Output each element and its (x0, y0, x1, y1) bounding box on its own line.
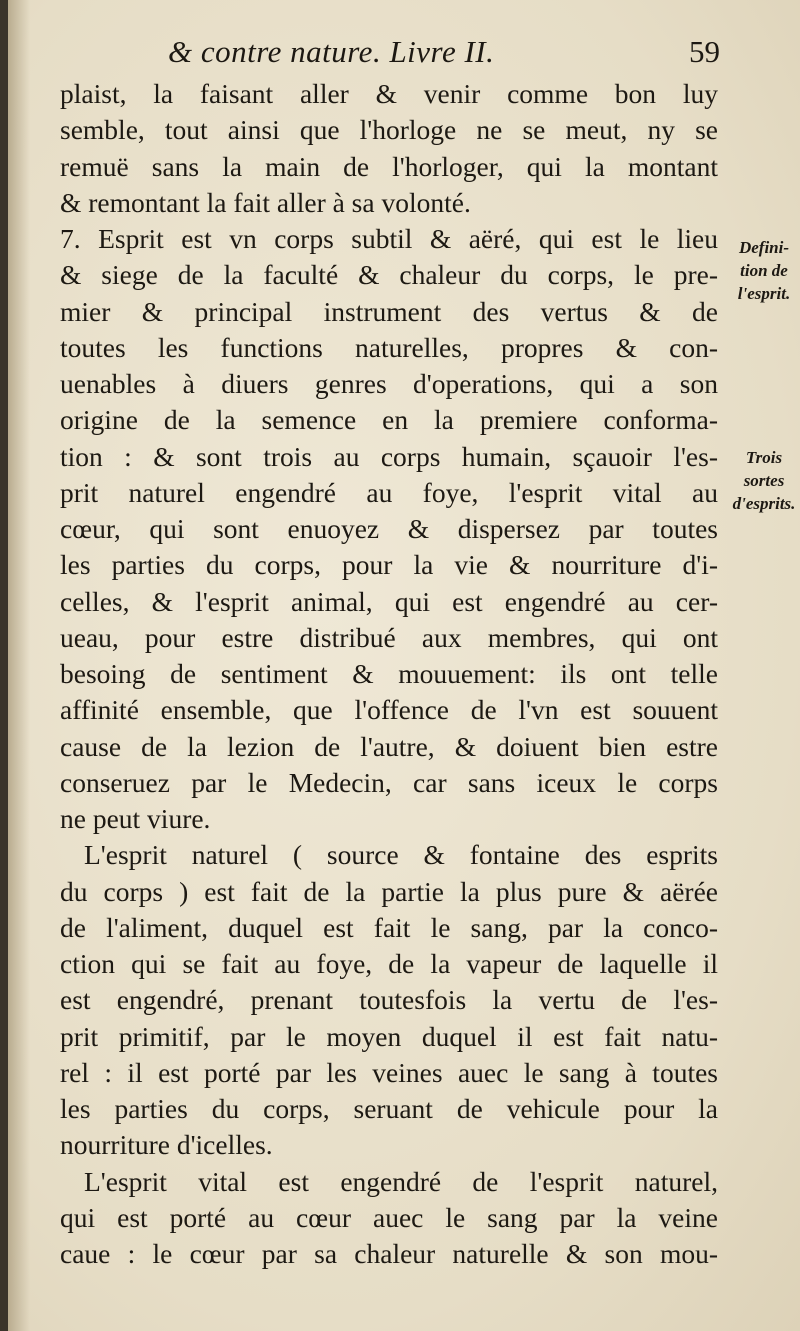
text-line: affinité ensemble, que l'offence de l'vn est souuent (60, 694, 718, 726)
text-line: uenables à diuers genres d'operations, qui a son (60, 368, 718, 399)
text-line: 7. Esprit est vn corps subtil & aëré, qui est le lieu (60, 223, 718, 254)
text-line: celles, & l'esprit animal, qui est engendré au cer- (60, 585, 718, 617)
text-line: plaist, la faisant aller & venir comme bon luy (60, 78, 718, 109)
text-line: ne peut viure. (60, 803, 211, 834)
text-line: semble, tout ainsi que l'horloge ne se meut, ny se (60, 114, 718, 146)
text-line: qui est porté au cœur auec le sang par la veine (60, 1201, 718, 1233)
text-line: origine de la semence en la premiere conforma- (60, 404, 718, 436)
text-line: ction qui se fait au foye, de la vapeur de laquelle il (60, 948, 718, 979)
body-text (60, 76, 718, 1272)
text-line: & siege de la faculté & chaleur du corps, le pre- (60, 259, 718, 291)
text-line: remuë sans la main de l'horloger, qui la montant (60, 150, 718, 182)
text-line: nourriture d'icelles. (60, 1129, 273, 1161)
text-line: mier & principal instrument des vertus & de (60, 295, 718, 327)
text-line: les parties du corps, seruant de vehicule pour la (60, 1093, 718, 1124)
margin-note-line: l'esprit. (737, 284, 791, 303)
page-number: 59 (689, 34, 720, 69)
text-line: L'esprit vital est engendré de l'esprit naturel, (84, 1165, 718, 1197)
page-gutter-shadow (8, 0, 30, 1331)
text-line: les parties du corps, pour la vie & nourriture d'i- (60, 549, 718, 581)
text-line: & remontant la fait aller à sa volonté. (60, 186, 471, 218)
text-line: du corps ) est fait de la partie la plus pure & aërée (60, 875, 718, 907)
text-line: ueau, pour estre distribué aux membres, qui ont (60, 621, 718, 653)
text-line: tion : & sont trois au corps humain, sçauoir l'es- (60, 440, 718, 472)
text-line: L'esprit naturel ( source & fontaine des esprits (84, 839, 718, 871)
text-line: besoing de sentiment & mouuement: ils ont telle (60, 658, 718, 689)
margin-note-line: Trois (745, 448, 783, 467)
text-line: rel : il est porté par les veines auec le sang à toutes (60, 1056, 718, 1088)
text-line: prit primitif, par le moyen duquel il est fait natu- (60, 1020, 718, 1052)
text-line: toutes les functions naturelles, propres & con- (60, 331, 718, 363)
book-page (8, 0, 800, 1331)
margin-note-line: sortes (743, 471, 785, 490)
margin-note-definition (722, 236, 800, 305)
text-line: caue : le cœur par sa chaleur naturelle & son mou- (60, 1238, 718, 1269)
page-header (168, 30, 728, 74)
text-line: cœur, qui sont enuoyez & dispersez par toutes (60, 513, 718, 544)
margin-note-line: Defini- (738, 238, 790, 257)
margin-note-line: d'esprits. (732, 494, 796, 513)
text-line: prit naturel engendré au foye, l'esprit vital au (60, 476, 718, 508)
margin-note-line: tion de (740, 261, 788, 280)
text-line: est engendré, prenant toutesfois la vertu de l'es- (60, 984, 718, 1016)
margin-note-trois-sortes (722, 446, 800, 515)
running-title: & contre nature. Livre II. (168, 34, 495, 69)
text-line: conseruez par le Medecin, car sans iceux le corps (60, 766, 718, 798)
text-line: cause de la lezion de l'autre, & doiuent bien estre (60, 730, 718, 762)
text-line: de l'aliment, duquel est fait le sang, par la conco- (60, 911, 718, 943)
